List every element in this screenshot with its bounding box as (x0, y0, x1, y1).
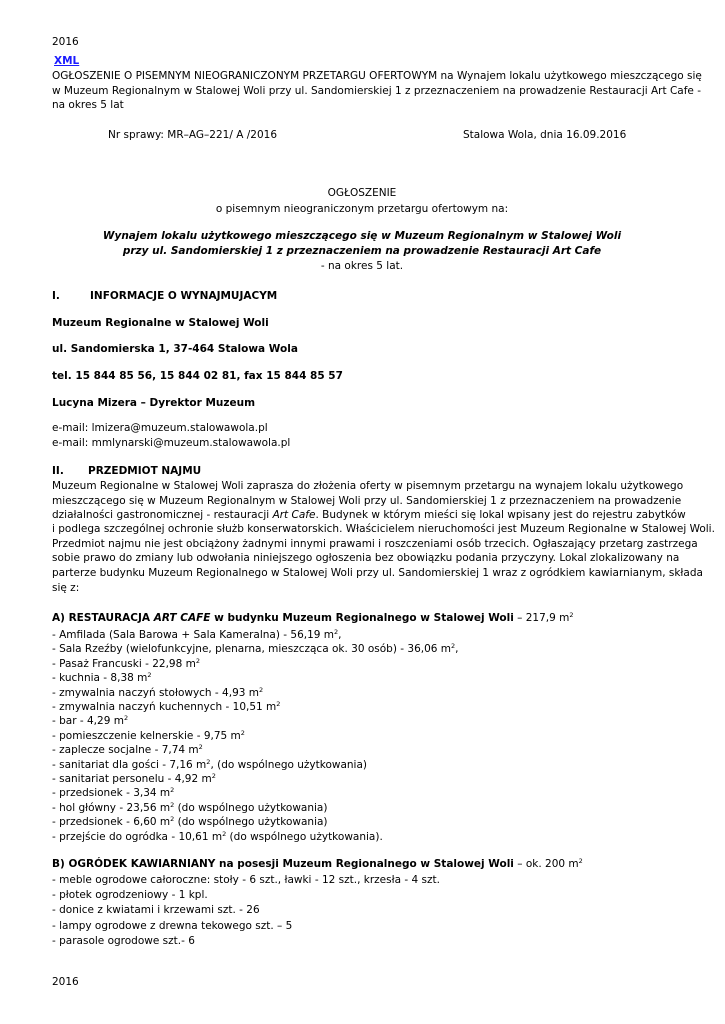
room-list-item (52, 729, 459, 743)
garden-equipment-list (52, 873, 440, 949)
garden-list-item: - płotek ogrodzeniowy - 1 kpl. (52, 889, 208, 902)
paragraph-line: Muzeum Regionalne w Stalowej Woli zaprasza do złożenia oferty w pisemnym przetargu na wynajem lokalu użytkowego (52, 480, 684, 492)
subject-line-2: przy ul. Sandomierskiej 1 z przeznaczeniem na prowadzenie Restauracji Art Cafe (122, 245, 602, 257)
unit-superscript: 2 (195, 656, 200, 665)
paragraph-line: sobie prawo do zmiany lub odwołania niniejszego ogłoszenia bez obowiązku podania przyczyny. Lokal zlokalizowany na (52, 552, 680, 564)
section-2-title: PRZEDMIOT NAJMU (88, 465, 202, 477)
room-list-suffix: , (do wspólnego użytkowania) (210, 758, 367, 771)
room-list-text: - przejście do ogródka - 10,61 m (52, 830, 223, 843)
unit-superscript: 2 (170, 786, 175, 795)
unit-superscript: 2 (147, 671, 152, 680)
email-2: e-mail: mmlynarski@muzeum.stalowawola.pl (52, 437, 291, 449)
header-year: 2016 (52, 36, 79, 48)
unit-superscript: 2 (222, 829, 227, 838)
section-2-heading (52, 465, 201, 477)
garden-list-item: - parasole ogrodowe szt.- 6 (52, 934, 195, 947)
room-list-text: - przedsionek - 3,34 m (52, 787, 171, 800)
case-number: Nr sprawy: MR–AG–221/ A /2016 (108, 129, 277, 141)
paragraph-text: . Budynek w którym mieści się lokal wpisany jest do rejestru zabytków (315, 509, 686, 521)
unit-superscript: 2 (259, 685, 264, 694)
room-list-item (52, 772, 459, 786)
organization-address: ul. Sandomierska 1, 37-464 Stalowa Wola (52, 343, 298, 355)
room-list-item (52, 657, 459, 671)
announcement-heading: OGŁOSZENIE (327, 187, 397, 199)
unit-superscript: 2 (240, 728, 245, 737)
room-list-text: - Amfilada (Sala Barowa + Sala Kameralna) - 56,19 m (52, 629, 335, 641)
room-list-suffix: , (455, 643, 459, 656)
unit-superscript: 2 (334, 628, 339, 636)
unit-superscript: 2 (198, 743, 203, 752)
title-line-3: na okres 5 lat (52, 99, 124, 111)
unit-superscript: 2 (170, 800, 175, 809)
garden-list-item: - donice z kwiatami i krzewami szt. - 26 (52, 904, 260, 917)
room-list-item (52, 830, 459, 844)
room-list-text: - Sala Rzeźby (wielofunkcyjne, plenarna, mieszcząca ok. 30 osób) - 36,06 m (52, 643, 452, 656)
room-list-text: - sanitariat dla gości - 7,16 m (52, 758, 207, 771)
announcement-subheading: o pisemnym nieograniczonym przetargu ofertowym na: (215, 203, 509, 215)
director: Lucyna Mizera – Dyrektor Muzeum (52, 397, 256, 409)
room-list-item (52, 801, 459, 815)
paragraph-italic: Art Cafe (272, 509, 316, 521)
organization-name: Muzeum Regionalne w Stalowej Woli (52, 317, 269, 329)
unit-superscript: 2 (578, 857, 583, 865)
unit-superscript: 2 (206, 757, 211, 766)
room-list-text: - bar - 4,29 m (52, 715, 124, 728)
section-1-title: INFORMACJE O WYNAJMUJACYM (90, 290, 278, 302)
unit-superscript: 2 (569, 611, 574, 619)
xml-link[interactable]: XML (54, 55, 80, 67)
unit-superscript: 2 (451, 642, 456, 651)
room-list-item (52, 815, 459, 829)
room-list-item (52, 700, 459, 714)
section-1-number: I. (52, 290, 60, 302)
room-list-suffix: (do wspólnego użytkowania) (174, 816, 328, 829)
room-list-text: - zaplecze socjalne - 7,74 m (52, 744, 199, 757)
room-list (52, 628, 459, 844)
section-1-heading (52, 290, 277, 302)
unit-superscript: 2 (170, 815, 175, 824)
room-list-item (52, 628, 459, 642)
room-list-item (52, 686, 459, 700)
room-list-suffix: , (338, 629, 342, 641)
room-list-item (52, 758, 459, 772)
room-list-text: - pomieszczenie kelnerskie - 9,75 m (52, 729, 241, 742)
footer-year: 2016 (52, 976, 79, 988)
section-2-number: II. (52, 465, 64, 477)
paragraph-line: parterze budynku Muzeum Regionalnego w Stalowej Woli przy ul. Sandomierskiej 1 wraz z ogródkiem kawiarnianym, składa (52, 567, 703, 579)
paragraph-line (52, 509, 686, 521)
room-list-text: - sanitariat personelu - 4,92 m (52, 773, 212, 786)
title-line-2: w Muzeum Regionalnym w Stalowej Woli przy ul. Sandomierskiej 1 z przeznaczeniem na prowadzenie Restauracji Art Cafe - (52, 85, 702, 97)
room-list-suffix: (do wspólnego użytkowania). (226, 830, 383, 843)
subsection-b-label: B) OGRÓDEK KAWIARNIANY na posesji Muzeum Regionalnego w Stalowej Woli (52, 858, 514, 870)
subsection-a-label: A) RESTAURACJA (52, 612, 154, 624)
room-list-suffix: (do wspólnego użytkowania) (174, 801, 328, 814)
room-list-text: - zmywalnia naczyń kuchennych - 10,51 m (52, 701, 277, 714)
room-list-text: - hol główny - 23,56 m (52, 801, 171, 814)
paragraph-text: działalności gastronomicznej - restauracji (52, 509, 273, 521)
subsection-a-location: w budynku Muzeum Regionalnego w Stalowej Woli (210, 612, 514, 624)
subject-line-1: Wynajem lokalu użytkowego mieszczącego się w Muzeum Regionalnym w Stalowej Woli (102, 230, 622, 242)
room-list-text: - Pasaż Francuski - 22,98 m (52, 657, 196, 670)
garden-list-item: - lampy ogrodowe z drewna tekowego szt. – 5 (52, 919, 293, 932)
period: - na okres 5 lat. (320, 260, 404, 272)
paragraph-line: się z: (52, 582, 80, 594)
subsection-a-area: – 217,9 m (513, 612, 570, 624)
room-list-item (52, 743, 459, 757)
title-line-1: OGŁOSZENIE O PISEMNYM NIEOGRANICZONYM PRZETARGU OFERTOWYM na Wynajem lokalu użytkowego mieszczącego się (52, 70, 702, 82)
place-date: Stalowa Wola, dnia 16.09.2016 (463, 129, 627, 141)
subsection-b-heading (52, 858, 583, 870)
garden-list-item: - meble ogrodowe całoroczne: stoły - 6 szt., ławki - 12 szt., krzesła - 4 szt. (52, 874, 440, 886)
subsection-a-name: ART CAFE (153, 612, 211, 624)
unit-superscript: 2 (123, 714, 129, 723)
room-list-item (52, 786, 459, 800)
subsection-a-heading (52, 612, 574, 624)
room-list-text: - kuchnia - 8,38 m (52, 672, 148, 685)
paragraph-line: Przedmiot najmu nie jest obciążony żadnymi innymi prawami i roszczeniami osób trzecich. Ogłaszający przetarg zastrzega (52, 538, 698, 550)
unit-superscript: 2 (211, 772, 216, 781)
paragraph-line: mieszczącego się w Muzeum Regionalnym w Stalowej Woli przy ul. Sandomierskiej 1 z przeznaczeniem na prowadzenie (52, 495, 682, 507)
room-list-text: - przedsionek - 6,60 m (52, 816, 171, 829)
paragraph-line: i podlega szczególnej ochronie służb konserwatorskich. Właścicielem nieruchomości jest Muzeum Regionalne w Stalowej Woli. (52, 523, 715, 535)
unit-superscript: 2 (276, 700, 281, 709)
email-1: e-mail: lmizera@muzeum.stalowawola.pl (52, 422, 268, 434)
room-list-item (52, 714, 459, 728)
room-list-item (52, 671, 459, 685)
organization-phones: tel. 15 844 85 56, 15 844 02 81, fax 15 844 85 57 (52, 370, 343, 382)
subsection-b-area: – ok. 200 m (513, 858, 579, 870)
room-list-item (52, 642, 459, 656)
room-list-text: - zmywalnia naczyń stołowych - 4,93 m (52, 686, 260, 699)
